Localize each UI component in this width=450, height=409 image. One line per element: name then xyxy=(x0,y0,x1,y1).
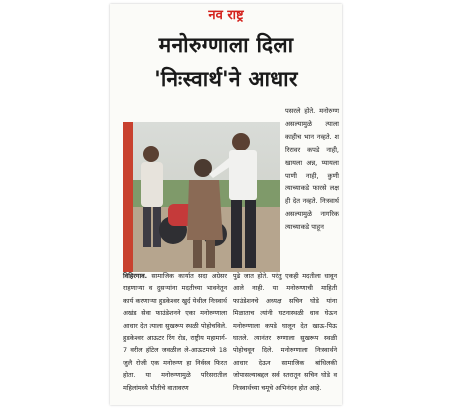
dateline: विहिरगाव. xyxy=(123,272,148,280)
body-column-right xyxy=(233,270,337,394)
article-photo xyxy=(123,122,280,272)
newspaper-name: नव राष्ट्र xyxy=(208,8,244,23)
masthead xyxy=(110,4,342,26)
headline-line-2: 'निःस्वार्थ'ने आधार xyxy=(154,67,298,91)
right-column-text: पसरले होते. मनोरुग्ण असल्यामुळे त्याला काहीच भान नव्हते. शरिरावर कपडे नाही, खायला अन्न, प्यायला पाणी नाही, कुणी त्याच्याकडे फारसे लक्षही देत नव्हते. निःस्वार्थ असल्यामुळे नागरिक त्याच्याकडे पाहून xyxy=(285,107,339,232)
body-column-left xyxy=(123,270,227,394)
body-right-text: पुढे जात होते. परंतु एकही मदतीला धावून आले नाही. या मनोरुग्णाची माहिती फाउंडेशनचे अध्यक्ष सचिन घोडे यांना मिळाताच त्यांनी घटनास्थळी धाव घेऊन मनोरुग्णाला कपडे घालून देत खाऊ-पिऊ घातले. त्यानंतर रुग्णाला सुखरूप स्थळी पोहोचवून दिले. मनोरुग्णाला निःस्वार्थने आधार देऊन सामाजिक बांधिलकी जोपासल्याबद्दल सर्व स्तरातून सचिन घोडे व निःस्वार्थच्या चमूचे अभिनंदन होत आहे. xyxy=(233,272,337,392)
headline-line-1: मनोरुग्णाला दिला xyxy=(158,33,294,57)
body-left-text: सामाजिक कार्यात सदा अग्रेसर राहणाऱ्या व दुसऱ्यांना मदतीच्या भावनेतून कार्य करणाऱ्या हुडकेश्वर खुर्द येथील निःस्वार्थ अखंड सेवा फाउंडेशनने एका मनोरुग्णाला आधार देत त्याला सुखरूप स्थळी पोहोचविले. हुडकेश्वर आऊटर रिंग रोड, राष्ट्रीय महामार्ग- 7 वरील हॉटेल जवळील ले-आऊटमध्ये 18 जुलै रोजी एक मनोरुग्ण हा निर्वस्त्र फिरत होता. या मनोरुग्णामुळे परिसरातील महिलांमध्ये भीतीचे वातावरण xyxy=(123,272,227,392)
article-right-column xyxy=(285,105,339,234)
article-headline xyxy=(110,28,342,102)
article-body xyxy=(123,270,341,400)
newspaper-clipping xyxy=(110,4,342,405)
photo-illustration xyxy=(123,122,280,272)
